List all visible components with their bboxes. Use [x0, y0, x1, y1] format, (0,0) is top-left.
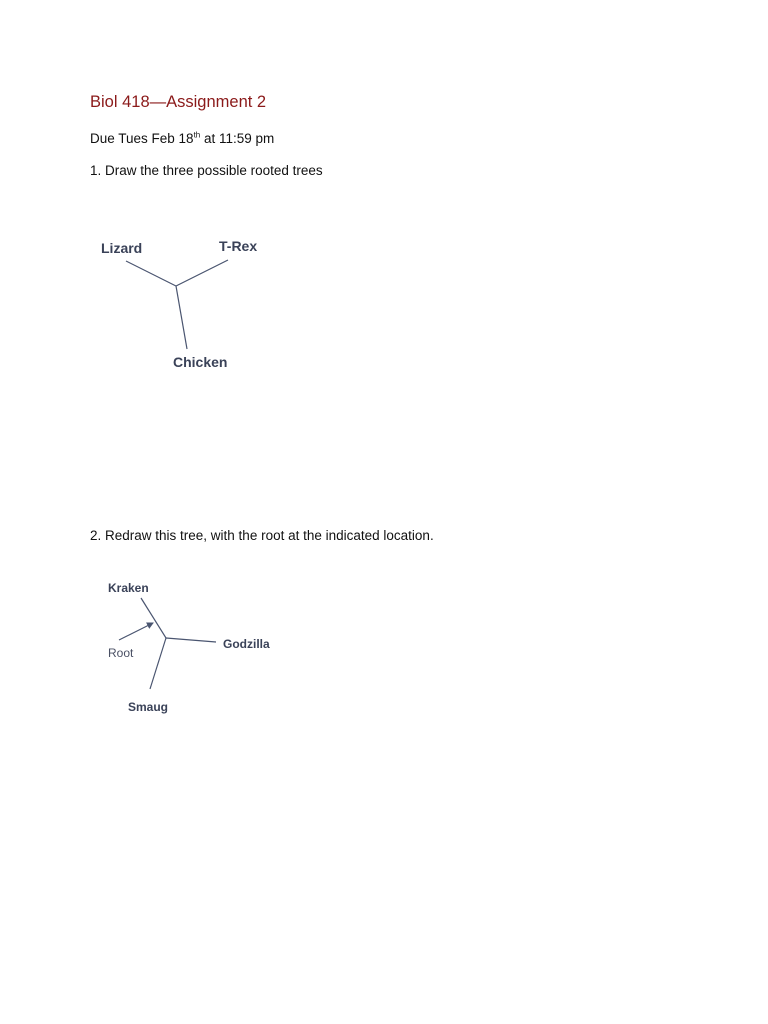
tree-2-leaf-godzilla: Godzilla [223, 637, 270, 651]
tree-2-branch-kraken [141, 598, 166, 638]
tree-2-branch-godzilla [166, 638, 216, 642]
tree-1-leaf-lizard: Lizard [101, 240, 143, 256]
tree-2-leaf-kraken: Kraken [108, 581, 149, 595]
tree-1-leaf-trex: T-Rex [219, 238, 258, 254]
tree-2-branch-smaug [150, 638, 166, 689]
tree-2-root-arrow [119, 623, 153, 640]
due-date-superscript: th [193, 130, 201, 140]
tree-2-root-label: Root [108, 646, 134, 660]
question-2: 2. Redraw this tree, with the root at the indicated location. [90, 528, 434, 543]
due-date-prefix: Due Tues Feb 18 [90, 131, 194, 146]
due-date-suffix: at 11:59 pm [200, 131, 275, 146]
tree-2-leaf-smaug: Smaug [128, 700, 169, 714]
question-1: 1. Draw the three possible rooted trees [90, 163, 323, 178]
page-title: Biol 418—Assignment 2 [90, 93, 267, 111]
tree-1-leaf-chicken: Chicken [173, 354, 228, 370]
